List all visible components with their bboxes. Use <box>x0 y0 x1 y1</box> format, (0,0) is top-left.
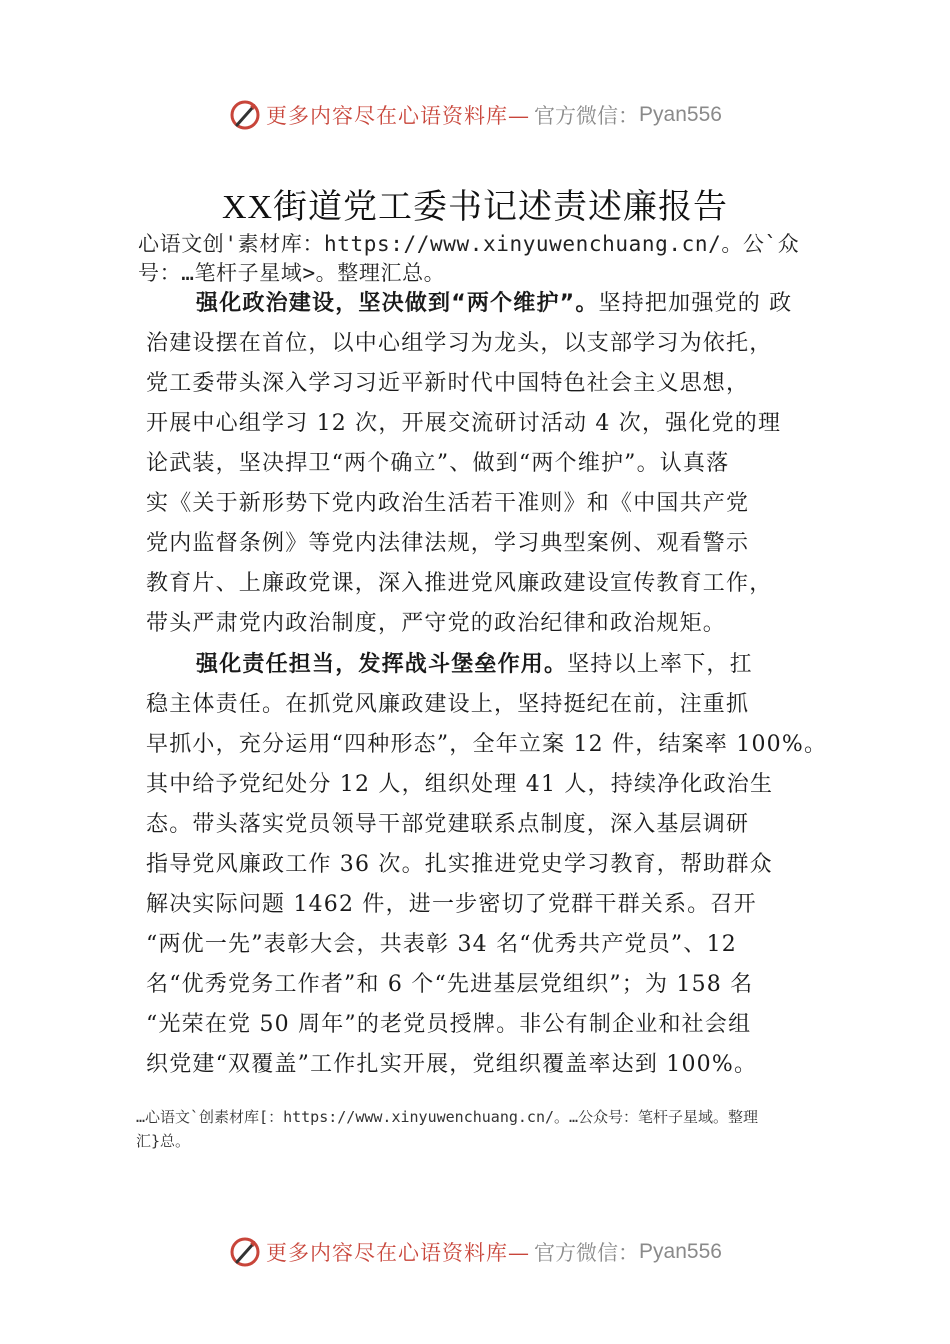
paragraph-line: 解决实际问题 1462 件，进一步密切了党群干群关系。召开 <box>146 892 757 917</box>
paragraph-line: 其中给予党纪处分 12 人，组织处理 41 人，持续净化政治生 <box>146 772 774 797</box>
pen-logo-icon <box>228 1235 262 1269</box>
paragraph-responsibility <box>146 645 828 1085</box>
document-title: XX街道党工委书记述责述廉报告 <box>221 189 729 226</box>
paragraph-line: 稳主体责任。在抓党风廉政建设上，坚持挺纪在前，注重抓 <box>146 692 750 717</box>
paragraph-line: 织党建“双覆盖”工作扎实开展，党组织覆盖率达到 100%。 <box>146 1052 758 1077</box>
paragraph-line: 论武装，坚决捍卫“两个确立”、做到“两个维护”。认真落 <box>146 451 730 476</box>
banner-text: 更多内容尽在心语资料库— <box>266 104 531 128</box>
paragraph-heading: 强化政治建设，坚决做到“两个维护”。 <box>196 291 599 316</box>
paragraph-line: 实《关于新形势下党内政治生活若干准则》和《中国共产党 <box>146 491 750 516</box>
banner-wechat-label: 官方微信： <box>534 1241 640 1265</box>
paragraph-first-line <box>146 645 810 685</box>
source-note <box>138 230 838 288</box>
paragraph-text: 坚持以上率下，扛 <box>567 652 753 677</box>
paragraph-line: 党内监督条例》等党内法律法规，学习典型案例、观看警示 <box>146 531 750 556</box>
source-note-line: 号：…笔杆子星域>。整理汇总。 <box>138 261 446 285</box>
paragraph-line: 治建设摆在首位，以中心组学习为龙头，以支部学习为依托， <box>146 331 773 356</box>
footer-source-note <box>136 1105 836 1153</box>
footer-note-line: …心语文`创素材库[：https://www.xinyuwenchuang.cn/。…公众号：笔杆子星域。整理 <box>136 1108 759 1126</box>
paragraph-line: 指导党风廉政工作 36 次。扎实推进党史学习教育，帮助群众 <box>146 852 773 877</box>
pen-logo-icon <box>228 98 262 132</box>
banner-wechat-id: Pyan556 <box>639 1240 722 1263</box>
bottom-banner <box>0 1232 950 1272</box>
banner-text: 更多内容尽在心语资料库— <box>266 1241 531 1265</box>
banner-wechat-label: 官方微信： <box>534 104 640 128</box>
paragraph-line: 名“优秀党务工作者”和 6 个“先进基层党组织”；为 158 名 <box>146 972 754 997</box>
paragraph-text: 坚持把加强党的 政 <box>598 291 793 316</box>
paragraph-line: 开展中心组学习 12 次，开展交流研讨活动 4 次，强化党的理 <box>146 411 782 436</box>
top-banner <box>0 95 950 135</box>
paragraph-political-construction <box>146 284 810 644</box>
source-note-line: 心语文创'素材库：https://www.xinyuwenchuang.cn/。公`众 <box>138 232 800 256</box>
paragraph-first-line <box>146 284 810 324</box>
banner-wechat-id: Pyan556 <box>639 103 722 126</box>
paragraph-line: 态。带头落实党员领导干部党建联系点制度，深入基层调研 <box>146 812 750 837</box>
paragraph-line: 党工委带头深入学习习近平新时代中国特色社会主义思想， <box>146 371 750 396</box>
paragraph-line: 带头严肃党内政治制度，严守党的政治纪律和政治规矩。 <box>146 611 727 636</box>
paragraph-heading: 强化责任担当，发挥战斗堡垒作用。 <box>196 652 568 677</box>
paragraph-line: “光荣在党 50 周年”的老党员授牌。非公有制企业和社会组 <box>146 1012 752 1037</box>
footer-note-line: 汇}总。 <box>136 1132 191 1150</box>
paragraph-line: 教育片、上廉政党课，深入推进党风廉政建设宣传教育工作， <box>146 571 773 596</box>
paragraph-line: “两优一先”表彰大会，共表彰 34 名“优秀共产党员”、12 <box>146 932 737 957</box>
paragraph-line: 早抓小，充分运用“四种形态”，全年立案 12 件，结案率 100%。 <box>146 732 828 757</box>
